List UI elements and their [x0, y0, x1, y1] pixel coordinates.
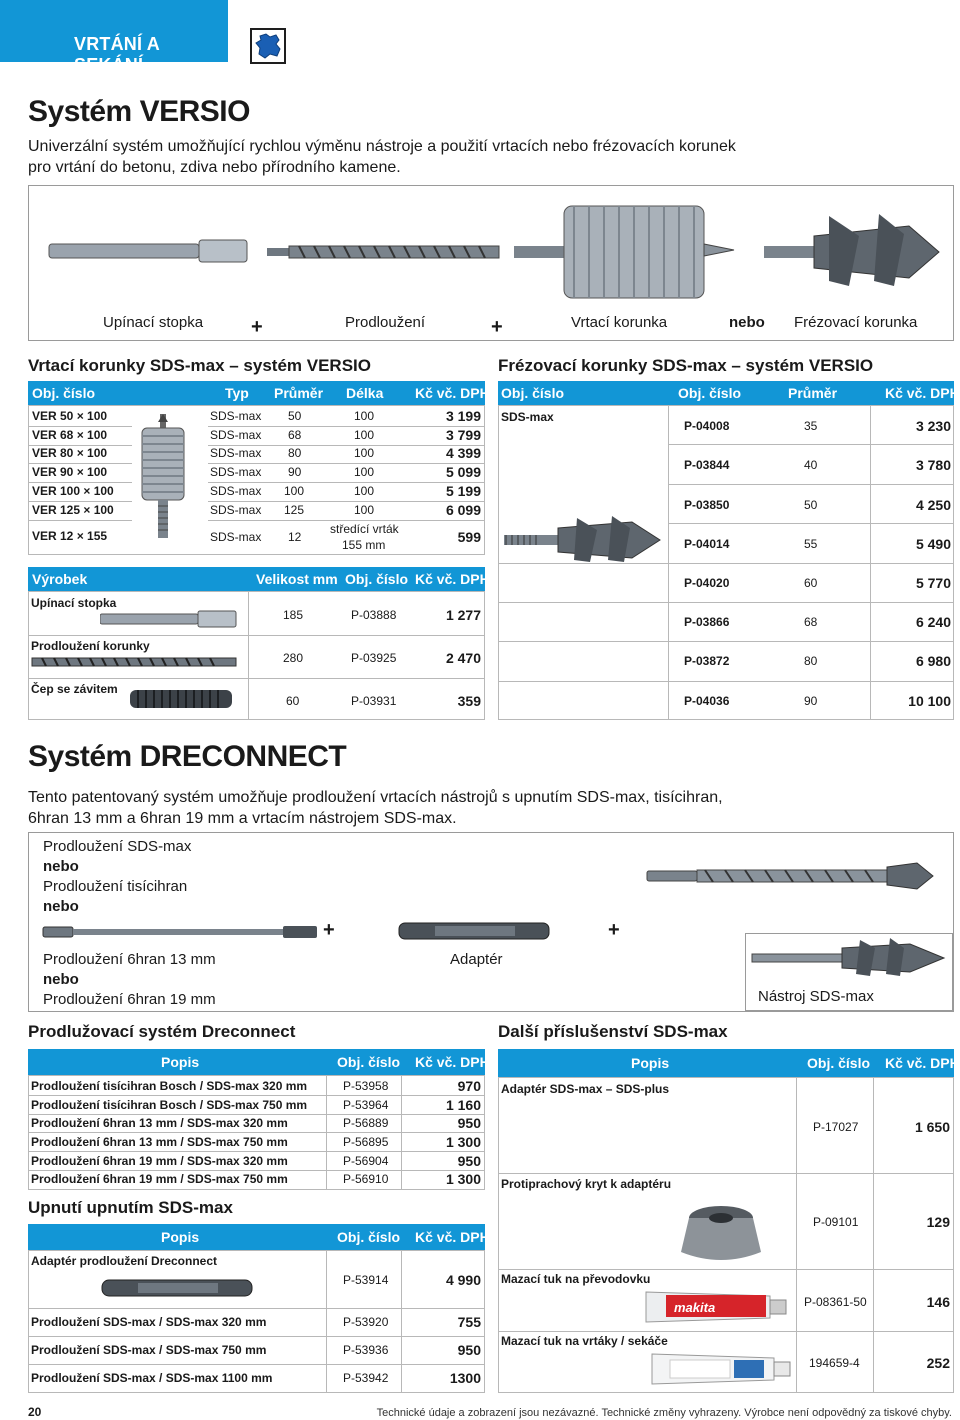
row-price: 3 780	[915, 457, 951, 473]
row-length: 100	[354, 409, 375, 423]
row-price: 1 650	[914, 1119, 950, 1135]
row-code: P-56910	[343, 1172, 389, 1186]
header-desc: Popis	[161, 1229, 200, 1245]
row-diameter: 80	[288, 446, 302, 460]
caption-ext-thousand: Prodloužení tisícihran	[43, 878, 188, 895]
row-code: P-03931	[351, 694, 397, 708]
row-diameter: 68	[288, 428, 302, 442]
table-row	[28, 678, 485, 720]
row-code: P-04008	[684, 419, 730, 433]
grease-tube-image	[640, 1286, 790, 1326]
row-code: P-53920	[343, 1315, 389, 1329]
header-code: Obj. číslo	[345, 571, 409, 587]
header-code: Obj. číslo	[337, 1229, 401, 1245]
versio-lead-2: pro vrtání do betonu, zdiva nebo přírodního kamene.	[28, 159, 401, 176]
row-code: P-56895	[343, 1135, 389, 1149]
row-name: Prodloužení korunky	[31, 639, 150, 653]
row-desc: Prodloužení tisícihran Bosch / SDS-max 750 mm	[31, 1098, 308, 1112]
row-price: 2 470	[445, 650, 481, 666]
row-price: 4 250	[915, 497, 951, 513]
row-price: 3 230	[915, 418, 951, 434]
row-price: 755	[457, 1314, 481, 1330]
row-code: P-03844	[684, 458, 730, 472]
row-length: 100	[354, 446, 375, 460]
plus-sign: +	[323, 919, 335, 941]
table-row	[669, 484, 954, 523]
header-code: Obj. číslo	[807, 1055, 871, 1071]
row-code: P-09101	[813, 1215, 859, 1229]
row-diameter: 50	[804, 498, 818, 512]
row-price: 950	[457, 1342, 481, 1358]
footer-disclaimer: Technické údaje a zobrazení jsou nezávazné. Technické změny vyhrazeny. Výrobce není odpovědný za tiskové chyby.	[376, 1407, 952, 1419]
dust-cap-image	[676, 1196, 766, 1266]
caption-ext-hex19: Prodloužení 6hran 19 mm	[43, 991, 216, 1008]
header-price: Kč vč. DPH	[885, 1055, 960, 1071]
row-code: VER 80 × 100	[32, 446, 108, 460]
row-desc: Mazací tuk na převodovku	[501, 1272, 651, 1286]
header-length: Délka	[346, 385, 384, 401]
row-type: SDS-max	[210, 446, 262, 460]
row-desc: Adaptér prodloužení Dreconnect	[31, 1254, 218, 1268]
row-price: 5 199	[445, 483, 481, 499]
table-row	[28, 1077, 485, 1095]
row-desc: Prodloužení 6hran 19 mm / SDS-max 320 mm	[31, 1154, 288, 1168]
header-price: Kč vč. DPH	[415, 385, 490, 401]
row-length-line-1: středící vrták	[330, 522, 399, 536]
row-code: P-03866	[684, 615, 730, 629]
plus-sign: +	[251, 316, 263, 338]
row-price: 3 799	[445, 427, 481, 443]
row-price: 6 980	[915, 653, 951, 669]
table-row	[498, 1077, 954, 1173]
row-code: P-53942	[343, 1371, 389, 1385]
header-type: Typ	[225, 385, 249, 401]
row-name: Čep se závitem	[31, 682, 118, 696]
row-diameter: 50	[288, 409, 302, 423]
plus-sign: +	[491, 316, 503, 338]
row-diameter: 40	[804, 458, 818, 472]
table-row	[28, 1114, 485, 1132]
table-row	[669, 405, 954, 444]
table-row	[28, 591, 485, 635]
row-desc: Mazací tuk na vrtáky / sekáče	[501, 1334, 668, 1348]
versio-parts-image	[29, 186, 953, 306]
table-row	[28, 521, 485, 555]
versio-lead-1: Univerzální systém umožňující rychlou výměnu nástroje a použití vrtacích nebo frézovacích korunek	[28, 138, 736, 155]
grease-tube-image	[646, 1348, 792, 1388]
row-price: 3 199	[445, 408, 481, 424]
table-row	[28, 1152, 485, 1170]
caption-or: nebo	[43, 858, 79, 875]
table-row	[669, 641, 954, 680]
row-code: P-17027	[813, 1120, 859, 1134]
row-code: P-03872	[684, 654, 730, 668]
dreconnect-extension-image	[41, 921, 321, 943]
caption-or: nebo	[729, 314, 765, 331]
row-code: P-53964	[343, 1098, 389, 1112]
row-code: 194659-4	[809, 1356, 860, 1370]
row-price: 252	[926, 1355, 950, 1371]
row-price: 1 300	[445, 1134, 481, 1150]
caption-ext-hex13: Prodloužení 6hran 13 mm	[43, 951, 216, 968]
row-price: 950	[457, 1115, 481, 1131]
row-code: P-53958	[343, 1079, 389, 1093]
table-row	[28, 1170, 485, 1188]
header-diameter: Průměr	[274, 385, 324, 401]
row-size: 60	[286, 694, 300, 708]
more-accessories-header	[498, 1049, 960, 1077]
extension-system-title: Prodlužovací systém Dreconnect	[28, 1022, 296, 1041]
row-price: 4 399	[445, 445, 481, 461]
table-row	[669, 444, 954, 483]
row-price: 1 160	[445, 1097, 481, 1113]
row-desc: Prodloužení SDS-max / SDS-max 320 mm	[31, 1315, 267, 1329]
header-price: Kč vč. DPH	[415, 1054, 490, 1070]
table-row	[28, 1133, 485, 1151]
row-desc: Prodloužení 6hran 13 mm / SDS-max 320 mm	[31, 1116, 288, 1130]
row-code: P-56904	[343, 1154, 389, 1168]
versio-title: Systém VERSIO	[28, 95, 250, 128]
row-price: 129	[926, 1214, 950, 1230]
table-row	[669, 602, 954, 641]
caption-or: nebo	[43, 898, 79, 915]
extension-system-header	[28, 1049, 490, 1075]
adapter-image	[395, 919, 555, 943]
row-price: 950	[457, 1153, 481, 1169]
plus-sign: +	[608, 919, 620, 941]
row-type: SDS-max	[210, 530, 262, 544]
row-type: SDS-max	[210, 428, 262, 442]
header-code: Obj. číslo	[337, 1054, 401, 1070]
header-size: Velikost mm	[256, 571, 338, 587]
row-code: P-03888	[351, 608, 397, 622]
caption-extension: Prodloužení	[345, 314, 426, 331]
row-code: P-03850	[684, 498, 730, 512]
row-code: VER 125 × 100	[32, 503, 114, 517]
row-diameter: 55	[804, 537, 818, 551]
header-code: Obj. číslo	[501, 385, 565, 401]
more-accessories-title: Další příslušenství SDS-max	[498, 1022, 728, 1041]
row-code: P-53936	[343, 1343, 389, 1357]
row-diameter: 12	[288, 530, 302, 544]
row-price: 5 099	[445, 464, 481, 480]
row-code: P-56889	[343, 1116, 389, 1130]
row-code: VER 50 × 100	[32, 409, 108, 423]
row-code: P-53914	[343, 1273, 389, 1287]
row-diameter: 80	[804, 654, 818, 668]
accessories-header	[28, 567, 490, 591]
caption-clamp-shank: Upínací stopka	[103, 314, 204, 331]
row-diameter: 100	[284, 484, 305, 498]
sds-max-drill-image	[645, 855, 935, 895]
row-length: 100	[354, 484, 375, 498]
row-length: 100	[354, 503, 375, 517]
row-code: P-04014	[684, 537, 730, 551]
threaded-pin-image	[128, 684, 234, 714]
milling-crown-image	[502, 516, 664, 564]
category-title: VRTÁNÍ A SEKÁNÍ	[74, 34, 160, 75]
drill-crowns-header	[28, 381, 490, 405]
caption-sds-tool: Nástroj SDS-max	[758, 988, 874, 1005]
row-size: 185	[283, 608, 304, 622]
crown-extension-image	[30, 652, 240, 672]
drill-crowns-title: Vrtací korunky SDS-max – systém VERSIO	[28, 356, 371, 375]
row-desc: Prodloužení tisícihran Bosch / SDS-max 320 mm	[31, 1079, 308, 1093]
sds-max-tool-box	[745, 933, 953, 1011]
row-code: VER 90 × 100	[32, 465, 108, 479]
row-desc: Protiprachový kryt k adaptéru	[501, 1177, 672, 1191]
table-row	[28, 1096, 485, 1114]
table-row	[28, 1364, 485, 1392]
page-number: 20	[28, 1405, 42, 1419]
table-row	[28, 465, 485, 483]
row-diameter: 90	[288, 465, 302, 479]
row-code: VER 100 × 100	[32, 484, 114, 498]
row-price: 6 099	[445, 502, 481, 518]
row-code: P-03925	[351, 651, 397, 665]
caption-or: nebo	[43, 971, 79, 988]
table-row	[669, 523, 954, 562]
header-diameter: Průměr	[788, 385, 838, 401]
row-length: 100	[354, 465, 375, 479]
sds-max-tool-image	[750, 938, 948, 978]
row-price: 146	[926, 1294, 950, 1310]
row-price: 10 100	[908, 693, 951, 709]
milling-crowns-header	[498, 381, 960, 405]
header-price: Kč vč. DPH	[415, 1229, 490, 1245]
caption-ext-sds: Prodloužení SDS-max	[43, 838, 192, 855]
caption-adapter: Adaptér	[450, 951, 503, 968]
row-type: SDS-max	[210, 465, 262, 479]
row-desc: Prodloužení 6hran 13 mm / SDS-max 750 mm	[31, 1135, 288, 1149]
row-price: 1 300	[445, 1171, 481, 1187]
row-code: P-08361-50	[804, 1295, 867, 1309]
header-code: Obj. číslo	[678, 385, 742, 401]
row-name: Upínací stopka	[31, 596, 117, 610]
header-product: Výrobek	[32, 571, 88, 587]
table-row	[28, 409, 485, 427]
category-banner	[0, 0, 228, 75]
row-price: 1300	[449, 1370, 481, 1386]
row-diameter: 68	[804, 615, 818, 629]
row-type: SDS-max	[210, 409, 262, 423]
sds-clamp-title: Upnutí upnutím SDS-max	[28, 1198, 233, 1217]
table-row	[28, 1336, 485, 1364]
header-desc: Popis	[161, 1054, 200, 1070]
table-row	[28, 503, 485, 521]
row-size: 280	[283, 651, 304, 665]
header-price: Kč vč. DPH	[415, 571, 490, 587]
table-row	[28, 1308, 485, 1336]
row-code: VER 68 × 100	[32, 428, 108, 442]
row-desc: Adaptér SDS-max – SDS-plus	[501, 1082, 670, 1096]
header-desc: Popis	[631, 1055, 670, 1071]
dreconnect-lead-1: Tento patentovaný systém umožňuje prodloužení vrtacích nástrojů s upnutím SDS-max, tisícihran,	[28, 789, 723, 806]
row-price: 359	[457, 693, 481, 709]
row-price: 970	[457, 1078, 481, 1094]
row-code: VER 12 × 155	[32, 529, 108, 543]
table-row	[28, 446, 485, 464]
row-price: 5 770	[915, 575, 951, 591]
dreconnect-adapter-image	[98, 1275, 258, 1301]
dreconnect-illustration	[28, 832, 954, 1012]
versio-system-illustration	[28, 185, 954, 341]
row-length-line-2: 155 mm	[342, 538, 386, 552]
dreconnect-lead-2: 6hran 13 mm a 6hran 19 mm a vrtacím nástrojem SDS-max.	[28, 810, 457, 827]
row-code: P-04020	[684, 576, 730, 590]
row-price: 5 490	[915, 536, 951, 552]
sds-clamp-header	[28, 1224, 490, 1250]
tube-brand-logo: makita	[674, 1300, 716, 1315]
clamp-shank-image	[100, 606, 240, 632]
row-price: 1 277	[445, 607, 481, 623]
row-diameter: 90	[804, 694, 818, 708]
table-row	[669, 681, 954, 720]
table-row	[669, 563, 954, 602]
row-desc: Prodloužení SDS-max / SDS-max 750 mm	[31, 1343, 267, 1357]
dreconnect-title: Systém DRECONNECT	[28, 740, 347, 773]
row-price: 4 990	[445, 1272, 481, 1288]
row-type: SDS-max	[210, 484, 262, 498]
table-row	[28, 428, 485, 446]
header-code: Obj. číslo	[32, 385, 96, 401]
milling-crowns-title: Frézovací korunky SDS-max – systém VERSIO	[498, 356, 874, 375]
row-type: SDS-max	[210, 503, 262, 517]
row-desc: Prodloužení SDS-max / SDS-max 1100 mm	[31, 1371, 273, 1385]
table-row	[28, 484, 485, 502]
header-price: Kč vč. DPH	[885, 385, 960, 401]
row-diameter: 60	[804, 576, 818, 590]
row-code: P-04036	[684, 694, 730, 708]
row-diameter: 125	[284, 503, 305, 517]
milling-type-label: SDS-max	[501, 410, 554, 424]
row-length: 100	[354, 428, 375, 442]
row-diameter: 35	[804, 419, 818, 433]
row-price: 599	[457, 529, 481, 545]
row-price: 6 240	[915, 614, 951, 630]
caption-drill-crown: Vrtací korunka	[571, 314, 668, 331]
caption-milling-crown: Frézovací korunka	[794, 314, 918, 331]
material-concrete-icon	[250, 28, 286, 64]
row-desc: Prodloužení 6hran 19 mm / SDS-max 750 mm	[31, 1172, 288, 1186]
